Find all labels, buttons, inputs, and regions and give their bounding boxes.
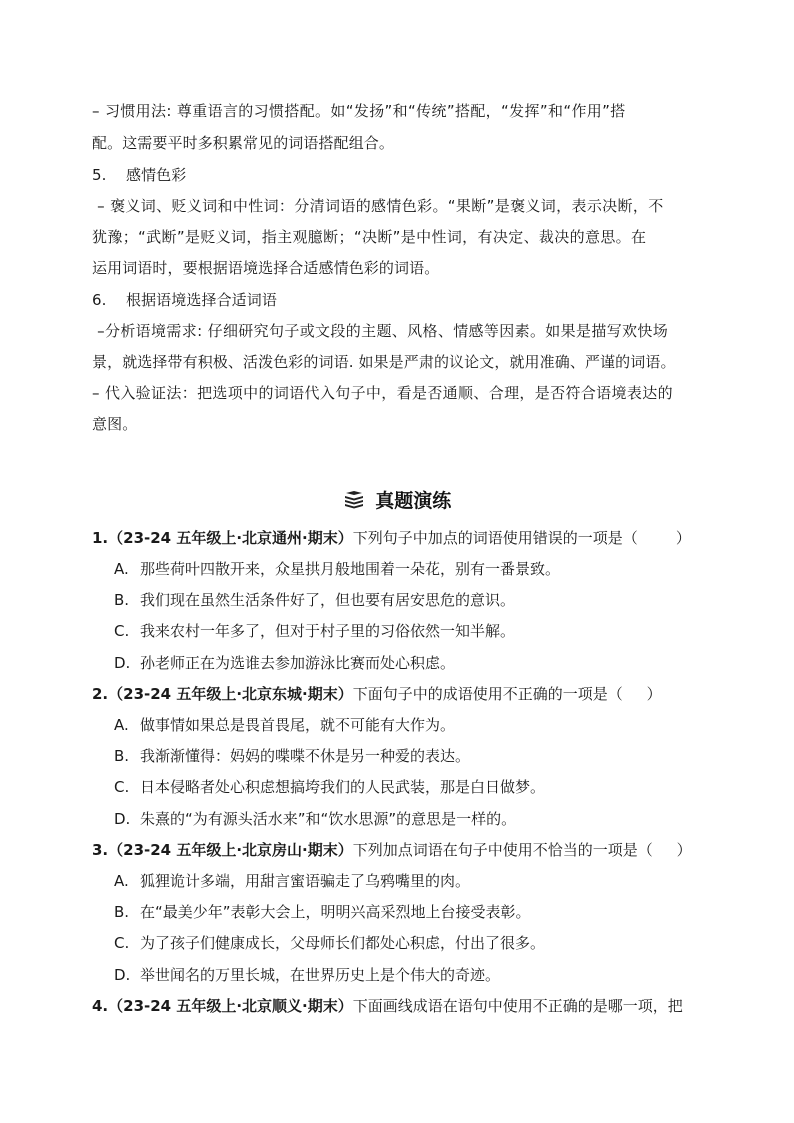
question-3-option-d[interactable] (114, 965, 500, 985)
option-letter: D. (114, 654, 131, 672)
option-text: 做事情如果总是畏首畏尾，就不可能有大作为。 (140, 716, 456, 734)
intro-line-8: –分析语境需求: 仔细研究句子或文段的主题、风格、情感等因素。如果是描写欢快场 (92, 322, 669, 340)
option-letter: B. (114, 591, 130, 609)
question-2-option-b[interactable] (114, 746, 470, 766)
option-text: 我来农村一年多了，但对于村子里的习俗依然一知半解。 (140, 622, 516, 640)
intro-line-9: 景，就选择带有积极、活泼色彩的词语. 如果是严肃的议论文，就用准确、严谨的词语。 (92, 353, 676, 371)
question-3-option-a[interactable] (114, 871, 470, 891)
question-3-stem: 下列加点词语在句子中使用不恰当的一项是（ ） (352, 841, 692, 859)
question-2-source: （23-24 五年级上·北京东城·期末） (108, 685, 353, 703)
option-letter: C. (114, 934, 130, 952)
question-2 (92, 684, 662, 704)
question-3-option-b[interactable] (114, 902, 531, 922)
option-text: 那些荷叶四散开来，众星拱月般地围着一朵花，别有一番景致。 (140, 560, 561, 578)
option-letter: C. (114, 622, 130, 640)
question-2-option-c[interactable] (114, 777, 545, 797)
question-2-number: 2. (92, 685, 109, 703)
intro-line-11: 意图。 (92, 415, 138, 433)
book-stack-icon (343, 490, 365, 517)
question-4-source: （23-24 五年级上·北京顺义·期末） (108, 997, 353, 1015)
option-letter: B. (114, 903, 130, 921)
question-3-source: （23-24 五年级上·北京房山·期末） (108, 841, 353, 859)
question-4 (92, 996, 683, 1016)
intro-line-10: – 代入验证法：把选项中的词语代入句子中，看是否通顺、合理，是否符合语境表达的 (92, 384, 673, 402)
question-4-stem: 下面画线成语在语句中使用不正确的是哪一项，把 (352, 997, 683, 1015)
question-1-number: 1. (92, 529, 109, 547)
question-1-option-a[interactable] (114, 559, 560, 579)
option-text: 孙老师正在为选谁去参加游泳比赛而处心积虑。 (140, 654, 456, 672)
question-2-option-d[interactable] (114, 809, 516, 829)
option-text: 我渐渐懂得：妈妈的喋喋不休是另一种爱的表达。 (140, 747, 471, 765)
option-letter: D. (114, 966, 131, 984)
option-text: 在“最美少年”表彰大会上，明明兴高采烈地上台接受表彰。 (140, 903, 531, 921)
intro-line-2: 配。这需要平时多积累常见的词语搭配组合。 (92, 134, 395, 152)
intro-heading-6: 6. 根据语境选择合适词语 (92, 291, 277, 309)
option-letter: A. (114, 560, 129, 578)
option-text: 我们现在虽然生活条件好了，但也要有居安思危的意识。 (140, 591, 516, 609)
question-1 (92, 528, 691, 548)
question-1-source: （23-24 五年级上·北京通州·期末） (108, 529, 353, 547)
option-letter: D. (114, 810, 131, 828)
intro-line-6: 运用词语时，要根据语境选择合适感情色彩的词语。 (92, 259, 440, 277)
option-text: 日本侵略者处心积虑想搞垮我们的人民武装，那是白日做梦。 (140, 778, 546, 796)
intro-line-4: – 褒义词、贬义词和中性词：分清词语的感情色彩。“果断”是褒义词，表示决断，不 (92, 197, 664, 215)
option-letter: C. (114, 778, 130, 796)
section-title-text: 真题演练 (375, 490, 452, 512)
question-3-option-c[interactable] (114, 933, 545, 953)
option-letter: A. (114, 716, 129, 734)
question-3-number: 3. (92, 841, 109, 859)
question-1-option-c[interactable] (114, 621, 515, 641)
option-text: 举世闻名的万里长城，在世界历史上是个伟大的奇迹。 (140, 966, 501, 984)
option-text: 狐狸诡计多端，用甜言蜜语骗走了乌鸦嘴里的肉。 (140, 872, 471, 890)
question-4-number: 4. (92, 997, 109, 1015)
section-title (0, 488, 794, 517)
question-1-option-d[interactable] (114, 653, 455, 673)
option-letter: B. (114, 747, 130, 765)
question-1-option-b[interactable] (114, 590, 515, 610)
option-letter: A. (114, 872, 129, 890)
intro-line-1 (92, 101, 700, 121)
question-3 (92, 840, 692, 860)
question-1-stem: 下列句子中加点的词语使用错误的一项是（ ） (352, 529, 691, 547)
question-2-stem: 下面句子中的成语使用不正确的一项是（ ） (352, 685, 662, 703)
intro-heading-5: 5. 感情色彩 (92, 166, 187, 184)
question-2-option-a[interactable] (114, 715, 455, 735)
option-text: 为了孩子们健康成长，父母师长们都处心积虑，付出了很多。 (140, 934, 546, 952)
intro-line-1-text: – 习惯用法: 尊重语言的习惯搭配。如“发扬”和“传统”搭配，“发挥”和“作用”搭 (92, 102, 626, 120)
option-text: 朱熹的“为有源头活水来”和“饮水思源”的意思是一样的。 (140, 810, 517, 828)
intro-line-5: 犹豫；“武断”是贬义词，指主观臆断；“决断”是中性词，有决定、裁决的意思。在 (92, 228, 647, 246)
